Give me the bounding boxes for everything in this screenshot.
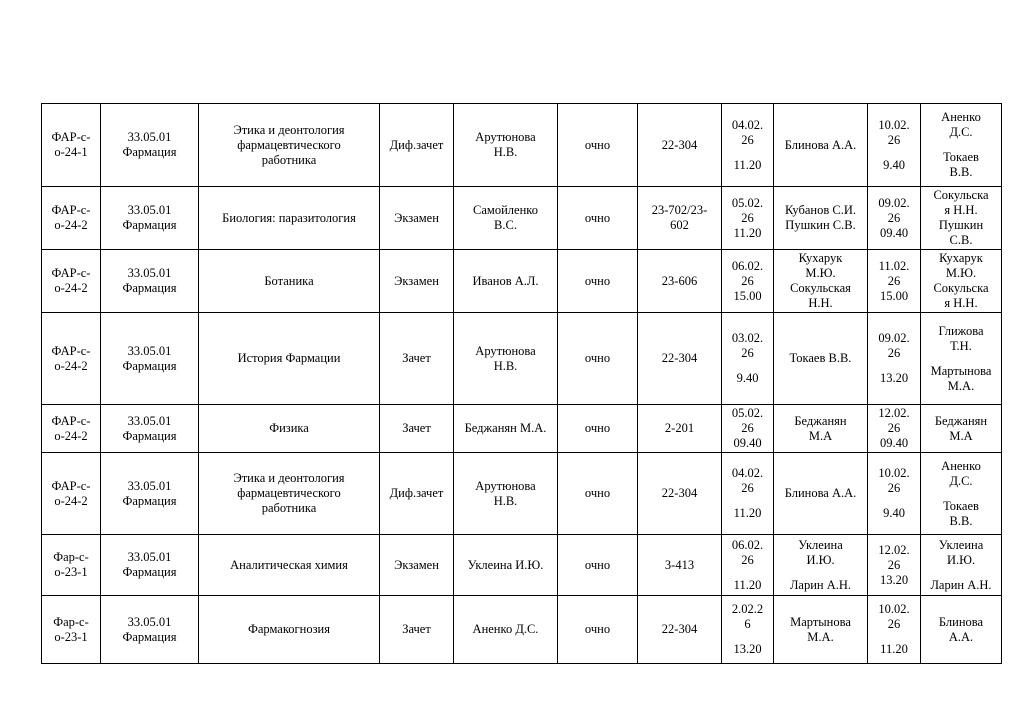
- teacher-cell: Арутюнова Н.В.: [454, 313, 558, 405]
- teacher-cell: Беджанян М.А.: [454, 405, 558, 453]
- second-attempt-date-cell: 10.02. 26 11.20: [868, 596, 921, 664]
- discipline-cell: Ботаника: [199, 250, 380, 313]
- form-cell: очно: [558, 187, 638, 250]
- first-attempt-examiners-cell: Кухарук М.Ю. Сокульская Н.Н.: [774, 250, 868, 313]
- table-row: [42, 250, 1002, 313]
- teacher-cell: Арутюнова Н.В.: [454, 104, 558, 187]
- first-attempt-date-cell: 03.02. 26 9.40: [722, 313, 774, 405]
- program-cell: 33.05.01 Фармация: [101, 596, 199, 664]
- second-attempt-date-cell: 09.02. 26 09.40: [868, 187, 921, 250]
- room-cell: 3-413: [638, 535, 722, 596]
- program-cell: 33.05.01 Фармация: [101, 535, 199, 596]
- group-cell: ФАР-с- о-24-1: [42, 104, 101, 187]
- group-cell: ФАР-с- о-24-2: [42, 313, 101, 405]
- discipline-cell: Этика и деонтология фармацевтического работника: [199, 453, 380, 535]
- first-attempt-examiners-cell: Уклеина И.Ю. Ларин А.Н.: [774, 535, 868, 596]
- second-attempt-date-cell: 12.02. 26 13.20: [868, 535, 921, 596]
- table-row: [42, 596, 1002, 664]
- discipline-cell: Биология: паразитология: [199, 187, 380, 250]
- teacher-cell: Самойленко В.С.: [454, 187, 558, 250]
- second-attempt-examiners-cell: Сокульска я Н.Н. Пушкин С.В.: [921, 187, 1002, 250]
- table-row: [42, 104, 1002, 187]
- group-cell: ФАР-с- о-24-2: [42, 250, 101, 313]
- second-attempt-date-cell: 12.02. 26 09.40: [868, 405, 921, 453]
- first-attempt-date-cell: 04.02. 26 11.20: [722, 453, 774, 535]
- second-attempt-examiners-cell: Уклеина И.Ю. Ларин А.Н.: [921, 535, 1002, 596]
- teacher-cell: Уклеина И.Ю.: [454, 535, 558, 596]
- second-attempt-date-cell: 11.02. 26 15.00: [868, 250, 921, 313]
- first-attempt-date-cell: 06.02. 26 11.20: [722, 535, 774, 596]
- group-cell: Фар-с- о-23-1: [42, 535, 101, 596]
- room-cell: 22-304: [638, 104, 722, 187]
- second-attempt-examiners-cell: Блинова А.А.: [921, 596, 1002, 664]
- table-row: [42, 453, 1002, 535]
- program-cell: 33.05.01 Фармация: [101, 187, 199, 250]
- room-cell: 22-304: [638, 596, 722, 664]
- program-cell: 33.05.01 Фармация: [101, 104, 199, 187]
- first-attempt-examiners-cell: Блинова А.А.: [774, 453, 868, 535]
- control-type-cell: Экзамен: [380, 250, 454, 313]
- group-cell: ФАР-с- о-24-2: [42, 187, 101, 250]
- control-type-cell: Экзамен: [380, 187, 454, 250]
- control-type-cell: Зачет: [380, 405, 454, 453]
- teacher-cell: Иванов А.Л.: [454, 250, 558, 313]
- program-cell: 33.05.01 Фармация: [101, 405, 199, 453]
- exam-schedule-table: [41, 103, 1002, 664]
- form-cell: очно: [558, 104, 638, 187]
- control-type-cell: Диф.зачет: [380, 453, 454, 535]
- program-cell: 33.05.01 Фармация: [101, 250, 199, 313]
- form-cell: очно: [558, 405, 638, 453]
- teacher-cell: Арутюнова Н.В.: [454, 453, 558, 535]
- first-attempt-examiners-cell: Кубанов С.И. Пушкин С.В.: [774, 187, 868, 250]
- discipline-cell: Аналитическая химия: [199, 535, 380, 596]
- discipline-cell: Физика: [199, 405, 380, 453]
- discipline-cell: Фармакогнозия: [199, 596, 380, 664]
- first-attempt-date-cell: 04.02. 26 11.20: [722, 104, 774, 187]
- second-attempt-examiners-cell: Аненко Д.С. Токаев В.В.: [921, 453, 1002, 535]
- control-type-cell: Диф.зачет: [380, 104, 454, 187]
- table-row: [42, 535, 1002, 596]
- form-cell: очно: [558, 250, 638, 313]
- program-cell: 33.05.01 Фармация: [101, 453, 199, 535]
- discipline-cell: История Фармации: [199, 313, 380, 405]
- first-attempt-examiners-cell: Блинова А.А.: [774, 104, 868, 187]
- first-attempt-examiners-cell: Беджанян М.А: [774, 405, 868, 453]
- second-attempt-examiners-cell: Кухарук М.Ю. Сокульска я Н.Н.: [921, 250, 1002, 313]
- table-row: [42, 187, 1002, 250]
- room-cell: 2-201: [638, 405, 722, 453]
- control-type-cell: Зачет: [380, 313, 454, 405]
- program-cell: 33.05.01 Фармация: [101, 313, 199, 405]
- discipline-cell: Этика и деонтология фармацевтического работника: [199, 104, 380, 187]
- second-attempt-date-cell: 09.02. 26 13.20: [868, 313, 921, 405]
- room-cell: 23-606: [638, 250, 722, 313]
- second-attempt-examiners-cell: Глижова Т.Н. Мартынова М.А.: [921, 313, 1002, 405]
- table-row: [42, 313, 1002, 405]
- room-cell: 22-304: [638, 313, 722, 405]
- table-row: [42, 405, 1002, 453]
- group-cell: ФАР-с- о-24-2: [42, 453, 101, 535]
- form-cell: очно: [558, 453, 638, 535]
- room-cell: 23-702/23- 602: [638, 187, 722, 250]
- first-attempt-date-cell: 06.02. 26 15.00: [722, 250, 774, 313]
- second-attempt-examiners-cell: Беджанян М.А: [921, 405, 1002, 453]
- group-cell: ФАР-с- о-24-2: [42, 405, 101, 453]
- form-cell: очно: [558, 535, 638, 596]
- first-attempt-date-cell: 05.02. 26 09.40: [722, 405, 774, 453]
- first-attempt-date-cell: 05.02. 26 11.20: [722, 187, 774, 250]
- first-attempt-date-cell: 2.02.2 6 13.20: [722, 596, 774, 664]
- control-type-cell: Зачет: [380, 596, 454, 664]
- first-attempt-examiners-cell: Токаев В.В.: [774, 313, 868, 405]
- room-cell: 22-304: [638, 453, 722, 535]
- form-cell: очно: [558, 313, 638, 405]
- second-attempt-date-cell: 10.02. 26 9.40: [868, 104, 921, 187]
- control-type-cell: Экзамен: [380, 535, 454, 596]
- second-attempt-date-cell: 10.02. 26 9.40: [868, 453, 921, 535]
- first-attempt-examiners-cell: Мартынова М.А.: [774, 596, 868, 664]
- form-cell: очно: [558, 596, 638, 664]
- group-cell: Фар-с- о-23-1: [42, 596, 101, 664]
- second-attempt-examiners-cell: Аненко Д.С. Токаев В.В.: [921, 104, 1002, 187]
- teacher-cell: Аненко Д.С.: [454, 596, 558, 664]
